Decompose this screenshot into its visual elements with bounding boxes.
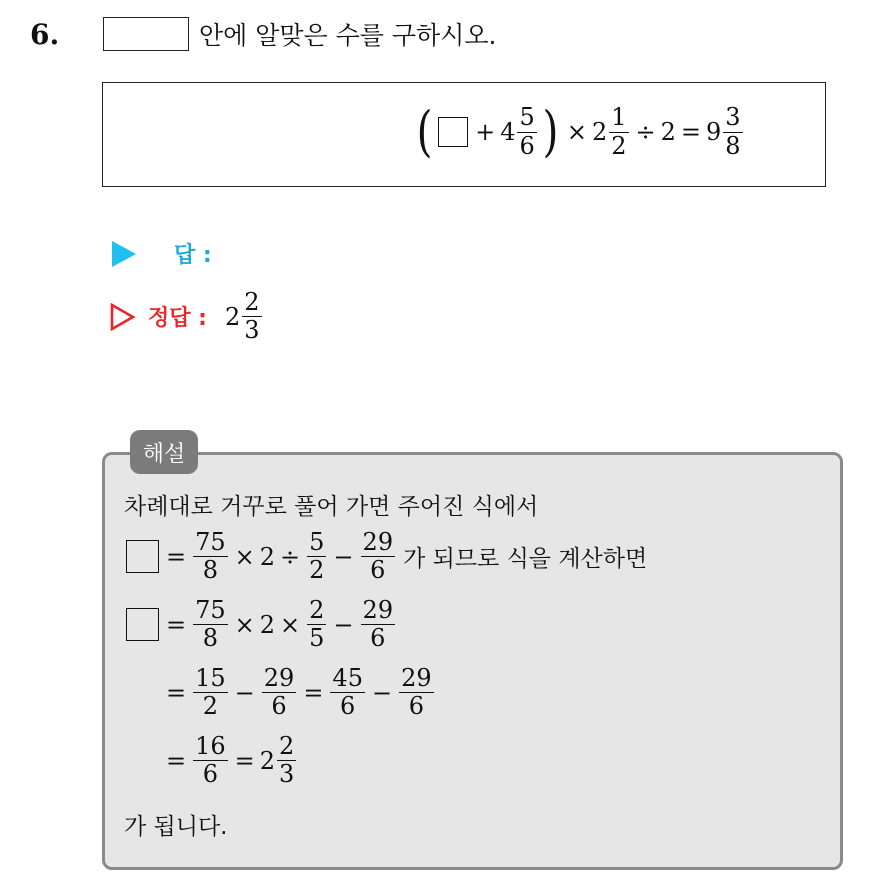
correct-answer-row — [110, 290, 264, 343]
explanation-closing: 가 됩니다. — [124, 814, 228, 840]
answer-blank-box — [103, 17, 189, 51]
explanation-line-3: = $\frac{75}{8}$ × 2 × $\frac{2}{5}$ − $\frac{29}{6}$ — [124, 598, 397, 651]
filled-triangle-icon — [112, 241, 136, 267]
divisor: 2 — [660, 118, 676, 146]
correct-answer-label: 정답 : — [148, 306, 207, 332]
question-number: 6. — [30, 18, 60, 51]
explanation-tag: 해설 — [130, 430, 198, 474]
explanation-line-5: = $\frac{16}{6}$ = 2 $\frac{2}{3}$ — [166, 732, 295, 789]
answer-row — [112, 238, 212, 269]
question-line — [103, 16, 496, 52]
equation — [413, 100, 745, 163]
plus-sign: + — [475, 118, 496, 146]
explanation-line-4: = $\frac{15}{2}$ − $\frac{29}{6}$ = $\frac{45}{6}$ − $\frac{29}{6}$ — [166, 664, 432, 721]
outline-triangle-icon — [110, 303, 136, 331]
times-sign: × — [566, 118, 587, 146]
mixed-whole: 2 — [591, 118, 608, 146]
unknown-square — [126, 608, 159, 641]
mixed-whole: 4 — [500, 118, 516, 146]
equals-sign: = — [680, 118, 701, 146]
explanation-line-1: 차례대로 거꾸로 풀어 가면 주어진 식에서 — [124, 494, 539, 520]
unknown-square — [438, 117, 468, 147]
fraction: $\frac{3}{8}$ — [725, 103, 741, 160]
answer-label: 답 : — [174, 243, 212, 268]
mixed-whole: 9 — [706, 118, 722, 146]
right-paren: ) — [542, 100, 559, 163]
fraction: $\frac{1}{2}$ — [611, 103, 627, 160]
question-instruction: 안에 알맞은 수를 구하시오. — [199, 21, 497, 50]
unknown-square — [126, 540, 159, 573]
explanation-line-2: = $\frac{75}{8}$ × 2 ÷ $\frac{5}{2}$ − $\frac{29}{6}$ 가 되므로 식을 계산하면 — [124, 530, 647, 583]
fraction: $\frac{5}{6}$ — [519, 103, 535, 160]
equation-box — [102, 82, 826, 187]
left-paren: ( — [416, 100, 433, 163]
divide-sign: ÷ — [635, 118, 656, 146]
correct-answer-value: 2 $\frac{2}{3}$ — [224, 288, 260, 345]
